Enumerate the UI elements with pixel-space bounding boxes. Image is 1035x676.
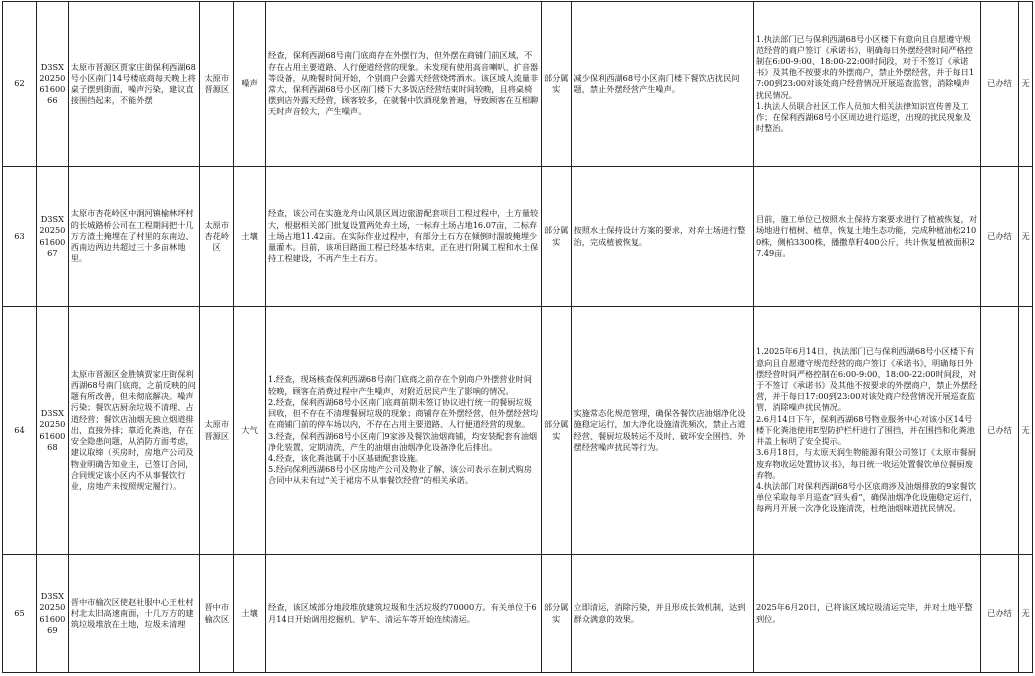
row-number: 65 xyxy=(3,555,37,673)
table-body xyxy=(3,2,1033,673)
administrative-area: 太原市杏花岭区 xyxy=(200,167,234,307)
paragraph: 5.经向保利西湖68号小区房地产公司及物业了解，该公司表示在制式购房合同中从未有过“关于裙房不从事餐饮经营”的相关承诺。 xyxy=(268,464,532,486)
verdict: 部分属实 xyxy=(541,167,571,307)
pollution-type: 噪声 xyxy=(234,2,266,167)
case-code: D3SX202506160068 xyxy=(36,307,68,555)
accountability: 无 xyxy=(1019,167,1033,307)
complaint-text: 太原市杏花岭区中涧河镇榆林坪村的长城路桥公司在工程期间把十几万方渣土掩埋在了村里的东南边、西南边两边共超过三十多亩林地里。 xyxy=(68,167,200,307)
investigation-finding: 经查，该区域部分地段堆放建筑垃圾和生活垃圾约70000方。有关单位于6月14日开始调用挖掘机、铲车、清运车等开始连续清运。 xyxy=(266,555,542,673)
verdict: 部分属实 xyxy=(541,2,571,167)
row-number: 63 xyxy=(3,167,37,307)
table-row xyxy=(3,2,1033,167)
rectification-measure: 按照水土保持设计方案的要求，对弃土场进行整治，完成植被恢复。 xyxy=(571,167,753,307)
administrative-area: 晋中市榆次区 xyxy=(200,555,234,673)
status: 已办结 xyxy=(980,555,1018,673)
case-code: D3SX202506160067 xyxy=(36,167,68,307)
table-row xyxy=(3,167,1033,307)
status: 已办结 xyxy=(980,307,1018,555)
paragraph: 4.经查，该化粪池属于小区基础配套设施。 xyxy=(268,452,424,463)
table-row xyxy=(3,307,1033,555)
paragraph: 3.6月18日，与太原天润生物能源有限公司签订《太原市餐厨废弃物收运处置协议书》，每日统一收运处置餐饮单位餐厨废弃物。 xyxy=(755,447,976,480)
paragraph: 2025年6月20日，已将该区域垃圾清运完毕，并对土地平整到位。 xyxy=(755,602,973,624)
case-table xyxy=(2,1,1033,673)
paragraph: 2.经查，保利西湖68号小区南门底商前期未签订协议进行统一的餐厨垃圾回收，但不存在不清理餐厨垃圾的现象；商铺存在外摆经营，但外摆经营均在商铺门前的停车场以内，不存在占用主要道路、人行便道经营的现象。 xyxy=(268,396,539,430)
rectification-result xyxy=(753,555,980,673)
administrative-area: 太原市晋源区 xyxy=(200,307,234,555)
investigation-finding xyxy=(266,307,542,555)
verdict: 部分属实 xyxy=(541,307,571,555)
paragraph: 目前，施工单位已按照水土保持方案要求进行了植被恢复，对场地进行植树、植草，恢复土地生态功能，完成种植油松2100株，侧柏3300株，播撒草籽400公斤，共计恢复植被面积27.49亩。 xyxy=(755,214,978,258)
rectification-measure: 实施常态化规范管理，确保各餐饮店油烟净化设施稳定运行，加大净化设施清洗频次，禁止占道经营、餐厨垃圾转运不及时、破坏安全围挡、外摆经营噪声扰民等行为。 xyxy=(571,307,753,555)
status: 已办结 xyxy=(980,2,1018,167)
accountability: 无 xyxy=(1019,307,1033,555)
complaint-text: 太原市晋源区贾家庄街保利西湖68号小区南门14号楼底商每天晚上将桌子摆到街面，噪声污染，建议直接围挡起来，不能外摆 xyxy=(68,2,200,167)
paragraph: 1.2025年6月14日，执法部门已与保利西湖68号小区楼下有意向且自愿遵守规范经营的商户签订《承诺书》，明确每日外摆经营时间严格控制在6:00-9:00、18:00-22:00时间段，对于不签订《承诺书》及其他不按要求的外摆商户，禁止外摆经营，并于每日17:00到23:00对该处商户经营情况开展巡查监管，消除噪声扰民情况。 xyxy=(755,346,978,413)
rectification-measure: 立即清运，消除污染，并且形成长效机制，达到群众满意的效果。 xyxy=(571,555,753,673)
status: 已办结 xyxy=(980,167,1018,307)
paragraph: 1.执法部门已与保利西湖68号小区楼下有意向且自愿遵守规范经营的商户签订《承诺书》，明确每日外摆经营时间严格控制在6:00-9:00、18:00-22:00时间段，对于不签订《承诺书》及其他不按要求的外摆商户，禁止外摆经营，并于每日17:00到23:00对该处商户经营情况开展巡查监管，消除噪声扰民情况。 xyxy=(755,33,975,100)
paragraph: 1.经查，现场核查保利西湖68号南门底商之前存在个别商户外摆营业时间较晚，顾客在消费过程中产生噪声，对附近居民产生了影响的情况。 xyxy=(268,374,532,396)
paragraph: 4.执法部门对保利西湖68号小区底商涉及油烟排放的9家餐饮单位采取每半月巡查“回头看”，确保油烟净化设施稳定运行，每两月开展一次净化设施清洗，杜绝油烟味道扰民情况。 xyxy=(755,480,978,514)
rectification-result xyxy=(753,167,980,307)
rectification-measure: 减少保利西湖68号小区南门楼下餐饮店扰民问题，禁止外摆经营产生噪声。 xyxy=(571,2,753,167)
table-row xyxy=(3,555,1033,673)
investigation-finding: 经查，保利西湖68号南门底商存在外摆行为，但外摆在商铺门前区域，不存在占用主要道路、人行便道经营的现象。未发现有使用高音喇叭、扩音器等设备，从晚餐时间开始，个别商户会露天经营烧烤酒水。该区域人流量非常大，保利西湖68号小区南门楼下大多饭店经营结束时间较晚，且将桌椅摆到店外露天经营，顾客较多，在就餐中饮酒现象普遍，导致顾客在互相聊天时声音较大，产生噪声。 xyxy=(266,2,542,167)
verdict: 部分属实 xyxy=(541,555,571,673)
complaint-text: 晋中市榆次区使赵社服中心王杜村村北太旧高速南面，十几万方的建筑垃圾堆放在土地，垃圾未清理 xyxy=(68,555,200,673)
rectification-result xyxy=(753,2,980,167)
pollution-type: 土壤 xyxy=(234,555,266,673)
accountability: 无 xyxy=(1019,555,1033,673)
paragraph: 2.6月14日下午，保利西湖68号物业服务中心对该小区14号楼下化粪池使用E型防护栏杆进行了围挡，并在围挡和化粪池井盖上标明了安全提示。 xyxy=(755,413,975,447)
case-code: D3SX202506160069 xyxy=(36,555,68,673)
accountability: 无 xyxy=(1019,2,1033,167)
pollution-type: 土壤 xyxy=(234,167,266,307)
rectification-result xyxy=(753,307,980,555)
pollution-type: 大气 xyxy=(234,307,266,555)
paragraph: 3.经查，保利西湖68号小区南门9家涉及餐饮油烟商铺，均安装配套有油烟净化装置，定期清洗，产生的油烟由油烟净化设备净化后排出。 xyxy=(268,430,538,452)
case-code: D3SX202506160066 xyxy=(36,2,68,167)
administrative-area: 太原市晋源区 xyxy=(200,2,234,167)
investigation-finding: 经查，该公司在实施龙舟山风景区周边旅游配套项目工程过程中，土方量较大，根据相关部门批复设置两处弃土场，一标弃土场占地16.07亩，二标弃土场占地11.42亩。在实际作业过程中，有部分土石方在倾倒时溜坡掩埋少量灌木。目前，该项目路面工程已经基本结束，正在进行附属工程和水土保持工程建设，不再产生土石方。 xyxy=(266,167,542,307)
row-number: 64 xyxy=(3,307,37,555)
complaint-text: 太原市晋源区金胜镇贾家庄街保利西湖68号南门底商，之前反映的问题有所改善，但未彻底解决。噪声污染；餐饮店厨余垃圾不清理、占道经营；餐饮店油烟无独立烟道排出，直接外排；靠近化粪池，存在安全隐患问题，从消防方面考虑，建议取缔（买房时，房地产公司及物业明确告知业主，已签订合同，合同规定该小区内不从事餐饮行业，房地产未按照规定履行）。 xyxy=(68,307,200,555)
paragraph: 1.执法人员联合社区工作人员加大相关法律知识宣传普及工作；在保利西湖68号小区周边进行巡逻，出现的扰民现象及时整治。 xyxy=(755,100,972,134)
row-number: 62 xyxy=(3,2,37,167)
